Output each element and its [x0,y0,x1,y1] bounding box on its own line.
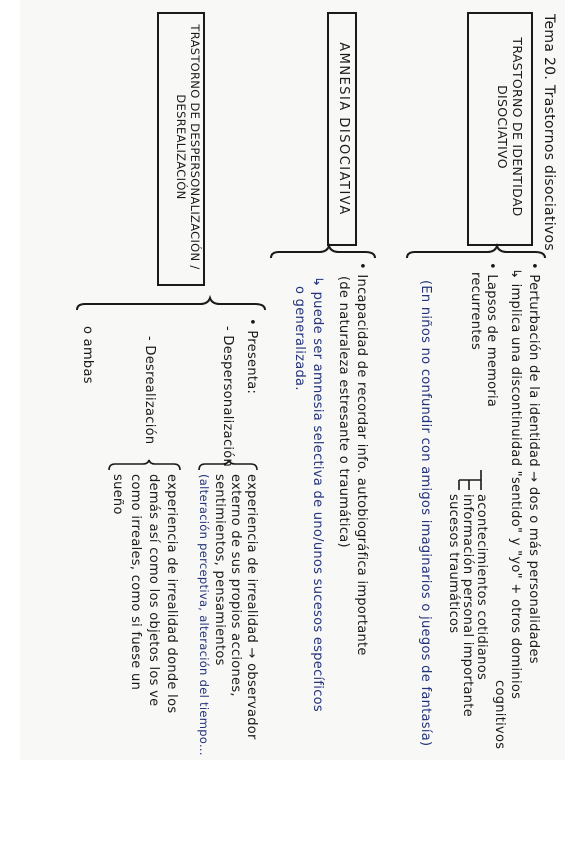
desp-line-1: experiencia de irrealidad → observador [244,474,259,740]
heading-amnesia: AMNESIA DISOCIATIVA [336,42,351,216]
amnesia-sub-3: o generalizada. [292,286,307,391]
identidad-bullet-2b: recurrentes [468,272,483,351]
heading-despersonalizacion: TRASTORNO DE DESPERSONALIZACIÓN / DESREALIZACIÓN [174,24,202,270]
identidad-note: (En niños no confundir con amigos imaginarios o juegos de fantasía) [418,280,433,747]
page-title: Tema 20. Trastornos disociativos [541,14,557,251]
ambas-label: o ambas [80,326,95,384]
identidad-sub-1: ↳ implica una discontinuidad "sentido" y "yo" + otros dominios [508,268,523,700]
rotated-notes [20,0,565,760]
desr-line-2: demás así como los objetos los ve [146,474,161,707]
amnesia-sub-1: (de naturaleza estresante o traumática) [336,276,351,548]
desr-line-4: sueño [110,474,125,515]
identidad-bullet-2a: • Lapsos de memoria [484,262,499,408]
identidad-bullet-1: • Perturbación de la identidad → dos o más personalidades [526,262,541,664]
desr-line-1: experiencia de irrealidad donde los [164,474,179,714]
desrealizacion-label: - Desrealización [142,336,157,445]
presenta-label: • Presenta: [244,318,259,395]
memory-item-3: sucesos traumáticos [446,494,461,634]
memory-item-1: acontecimientos cotidianos [474,494,489,681]
amnesia-sub-2: ↳ puede ser amnesia selectiva de uno/unos sucesos específicos [310,276,325,712]
page-margin [0,760,582,848]
desp-line-3: sentimientos, pensamientos [212,474,227,666]
despersonalizacion-label: - Despersonalización [220,326,235,468]
desp-line-2: externo de sus propios acciones, [228,474,243,697]
desp-line-4: (alteración perceptiva, alteración del tiempo... [197,474,211,756]
identidad-sub-1b: cognitivos [492,680,507,750]
amnesia-bullet-1: • Incapacidad de recordar info. autobiográfica importante [354,262,369,656]
heading-identidad: TRASTORNO DE IDENTIDAD DISOCIATIVO [495,37,525,217]
memory-item-2: información personal importante [460,494,475,718]
desr-line-3: como irreales, como si fuese un [128,474,143,691]
